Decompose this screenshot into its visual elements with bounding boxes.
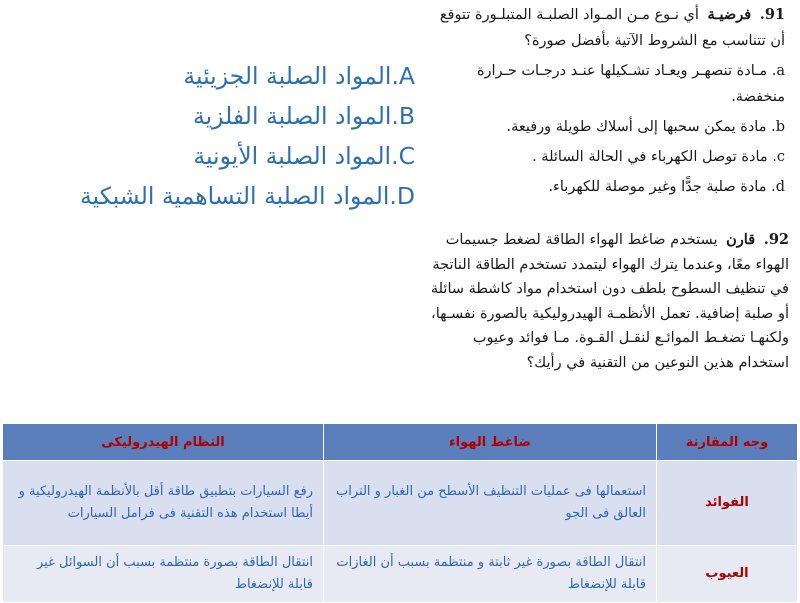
answer-letter: C. xyxy=(391,142,415,170)
option-text: مادة صلبة جدًّا وغير موصلة للكهرباء. xyxy=(548,179,767,195)
question-92 xyxy=(425,228,789,375)
answer-a xyxy=(40,56,415,96)
option-c xyxy=(425,144,785,170)
option-letter: b. xyxy=(771,119,785,135)
answer-c xyxy=(40,136,415,176)
question-tag: قارن xyxy=(726,231,756,248)
question-number: 91. xyxy=(759,6,785,23)
answer-letter: A. xyxy=(391,62,415,90)
row-label-disadvantages: العيوب xyxy=(657,546,798,603)
question-text: يستخدم ضاغط الهواء الطاقة لضغط جسيمات الهواء معًا، وعندما يترك الهواء ليتمدد تستخدم الطاقة الناتجة في تنظيف السطوح بلطف دون استخدام مواد كاشطة سائلة أو صلبة إضافية. تعمل الأنظمـة الهيدروليكية بالصورة نفسـها، ولكنهـا تضغـط الموائـع لنقـل القـوة. مـا فوائد وعيوب استخدام هذين النوعين من التقنية في رأيك؟ xyxy=(430,232,789,371)
column-header-criterion: وجه المقارنة xyxy=(657,424,798,461)
answer-text: المواد الصلبة التساهمية الشبكية xyxy=(80,182,390,210)
answer-letter: D. xyxy=(389,182,415,210)
option-b xyxy=(425,114,785,140)
question-number: 92. xyxy=(763,231,789,248)
answer-list xyxy=(40,56,415,216)
answer-text: المواد الصلبة الأيونية xyxy=(193,142,392,170)
option-letter: a. xyxy=(771,63,785,79)
comparison-table xyxy=(2,423,798,603)
table-header-row xyxy=(3,424,798,461)
option-letter: d. xyxy=(771,179,785,195)
answer-text: المواد الصلبة الفلزية xyxy=(193,102,392,130)
table-row xyxy=(3,461,798,546)
question-91-stem xyxy=(425,2,785,54)
cell-hydraulic-disadvantages: انتقال الطاقة بصورة منتظمة بسبب أن السوائل غير قابلة للإنضغاط xyxy=(3,546,324,603)
column-header-air-compressor: ضاغط الهواء xyxy=(324,424,657,461)
option-a xyxy=(425,58,785,110)
option-d xyxy=(425,174,785,200)
option-text: مادة توصل الكهرباء في الحالة السائلة . xyxy=(532,149,768,165)
answer-text: المواد الصلبة الجزيئية xyxy=(183,62,392,90)
question-91 xyxy=(425,2,785,200)
option-letter: c. xyxy=(772,149,785,165)
question-text: أي نـوع مـن المـواد الصلبـة المتبلـورة تتوقع أن تتناسب مع الشروط الآتية بأفضل صورة؟ xyxy=(439,7,785,49)
cell-air-advantages: استعمالها فى عمليات التنظيف الأسطح من الغبار و التراب العالق فى الجو xyxy=(324,461,657,546)
table-row xyxy=(3,546,798,603)
option-text: مادة يمكن سحبها إلى أسلاك طويلة ورفيعة. xyxy=(506,119,767,135)
column-header-hydraulic: النظام الهيدروليكى xyxy=(3,424,324,461)
answer-d xyxy=(40,176,415,216)
question-tag: فرضيـة xyxy=(707,6,752,23)
option-text: مـادة تنصهـر ويعـاد تشـكيلها عنـد درجـات حـرارة منخفضة. xyxy=(476,63,785,105)
answer-letter: B. xyxy=(391,102,415,130)
cell-hydraulic-advantages: رفع السيارات بتطبيق طاقة أقل بالأنظمة الهيدروليكية و أيطا استخدام هذه التقنية فى فرامل السيارات xyxy=(3,461,324,546)
cell-air-disadvantages: انتقال الطاقة بصورة غير ثابتة و منتظمة بسبب أن الغازات قابلة للإنضغاط xyxy=(324,546,657,603)
row-label-advantages: الفوائد xyxy=(657,461,798,546)
answer-b xyxy=(40,96,415,136)
